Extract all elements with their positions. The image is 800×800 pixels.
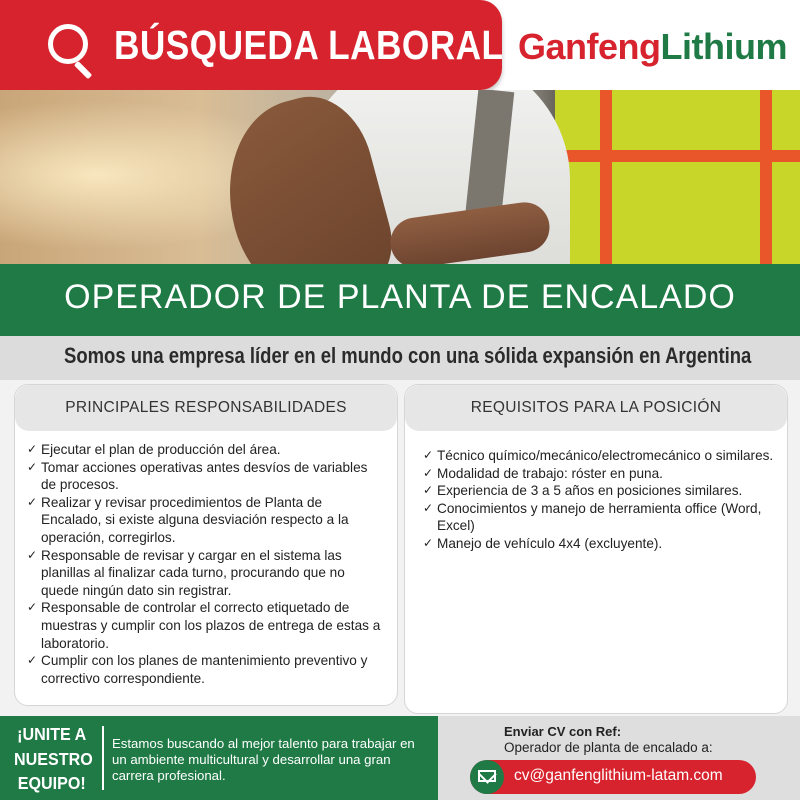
footer-description: Estamos buscando al mejor talento para trabajar en un ambiente multicultural y desarrollar una gran carrera profesional. [112, 736, 415, 783]
requirements-list [423, 447, 778, 553]
list-item: ✓ Realizar y revisar procedimientos de Planta de Encalado, si existe alguna desviación respecto a la operación, corregirlos. [27, 494, 349, 545]
responsibilities-heading: PRINCIPALES RESPONSABILIDADES [15, 385, 397, 431]
check-icon: ✓ [27, 494, 38, 509]
list-item: ✓ Cumplir con los planes de mantenimiento preventivo y correctivo correspondiente. [27, 653, 368, 686]
logo-ganfeng: Ganfeng [518, 26, 661, 67]
list-item: ✓ Experiencia de 3 a 5 años en posiciones similares. [423, 483, 743, 499]
check-icon: ✓ [27, 653, 38, 668]
email-link[interactable]: cv@ganfenglithium-latam.com [514, 767, 723, 784]
list-item: ✓ Modalidad de trabajo: róster en puna. [423, 465, 663, 481]
tagline: Somos una empresa líder en el mundo con una sólida expansión en Argentina [64, 343, 752, 368]
join-team-heading: ¡UNITE A NUESTRO EQUIPO! [14, 724, 93, 793]
check-icon: ✓ [423, 448, 434, 462]
header [0, 0, 800, 92]
hero-photo [0, 90, 800, 264]
check-icon: ✓ [27, 547, 38, 562]
check-icon: ✓ [423, 500, 434, 515]
list-item: ✓ Ejecutar el plan de producción del área. [27, 442, 281, 457]
responsibilities-list [27, 441, 382, 687]
search-icon-handle [74, 61, 92, 79]
check-icon: ✓ [27, 459, 38, 474]
list-item: ✓ Tomar acciones operativas antes desvíos de variables de procesos. [27, 459, 368, 493]
list-item: ✓ Técnico químico/mecánico/electromecánico o similares. [423, 448, 774, 463]
requirements-box [404, 384, 788, 714]
send-cv-reference: Operador de planta de encalado a: [504, 740, 713, 755]
list-item: ✓ Responsable de revisar y cargar en el sistema las planillas al finalizar cada turno, procurando que no quede ningún dato sin registrar. [27, 547, 345, 598]
check-icon: ✓ [423, 535, 434, 550]
check-icon: ✓ [27, 600, 38, 615]
check-icon: ✓ [27, 442, 38, 456]
check-icon: ✓ [423, 483, 434, 498]
footer-divider [102, 726, 104, 790]
search-icon [48, 24, 88, 64]
list-item: ✓ Conocimientos y manejo de herramienta office (Word, Excel) [423, 500, 762, 534]
send-cv-label: Enviar CV con Ref: [504, 724, 622, 739]
ganfeng-logo [518, 26, 787, 68]
logo-lithium: Lithium [660, 26, 787, 67]
list-item: ✓ Manejo de vehículo 4x4 (excluyente). [423, 535, 663, 551]
job-title: OPERADOR DE PLANTA DE ENCALADO [64, 278, 736, 316]
requirements-heading: REQUISITOS PARA LA POSICIÓN [405, 385, 787, 431]
mail-icon [478, 770, 496, 782]
title-banner [0, 0, 502, 90]
check-icon: ✓ [423, 465, 434, 480]
list-item: ✓ Responsable de controlar el correcto etiquetado de muestras y cumplir con los plazos de entrega de estas a laboratorio. [27, 600, 381, 651]
responsibilities-box [14, 384, 398, 706]
page-title: BÚSQUEDA LABORAL [114, 22, 504, 68]
